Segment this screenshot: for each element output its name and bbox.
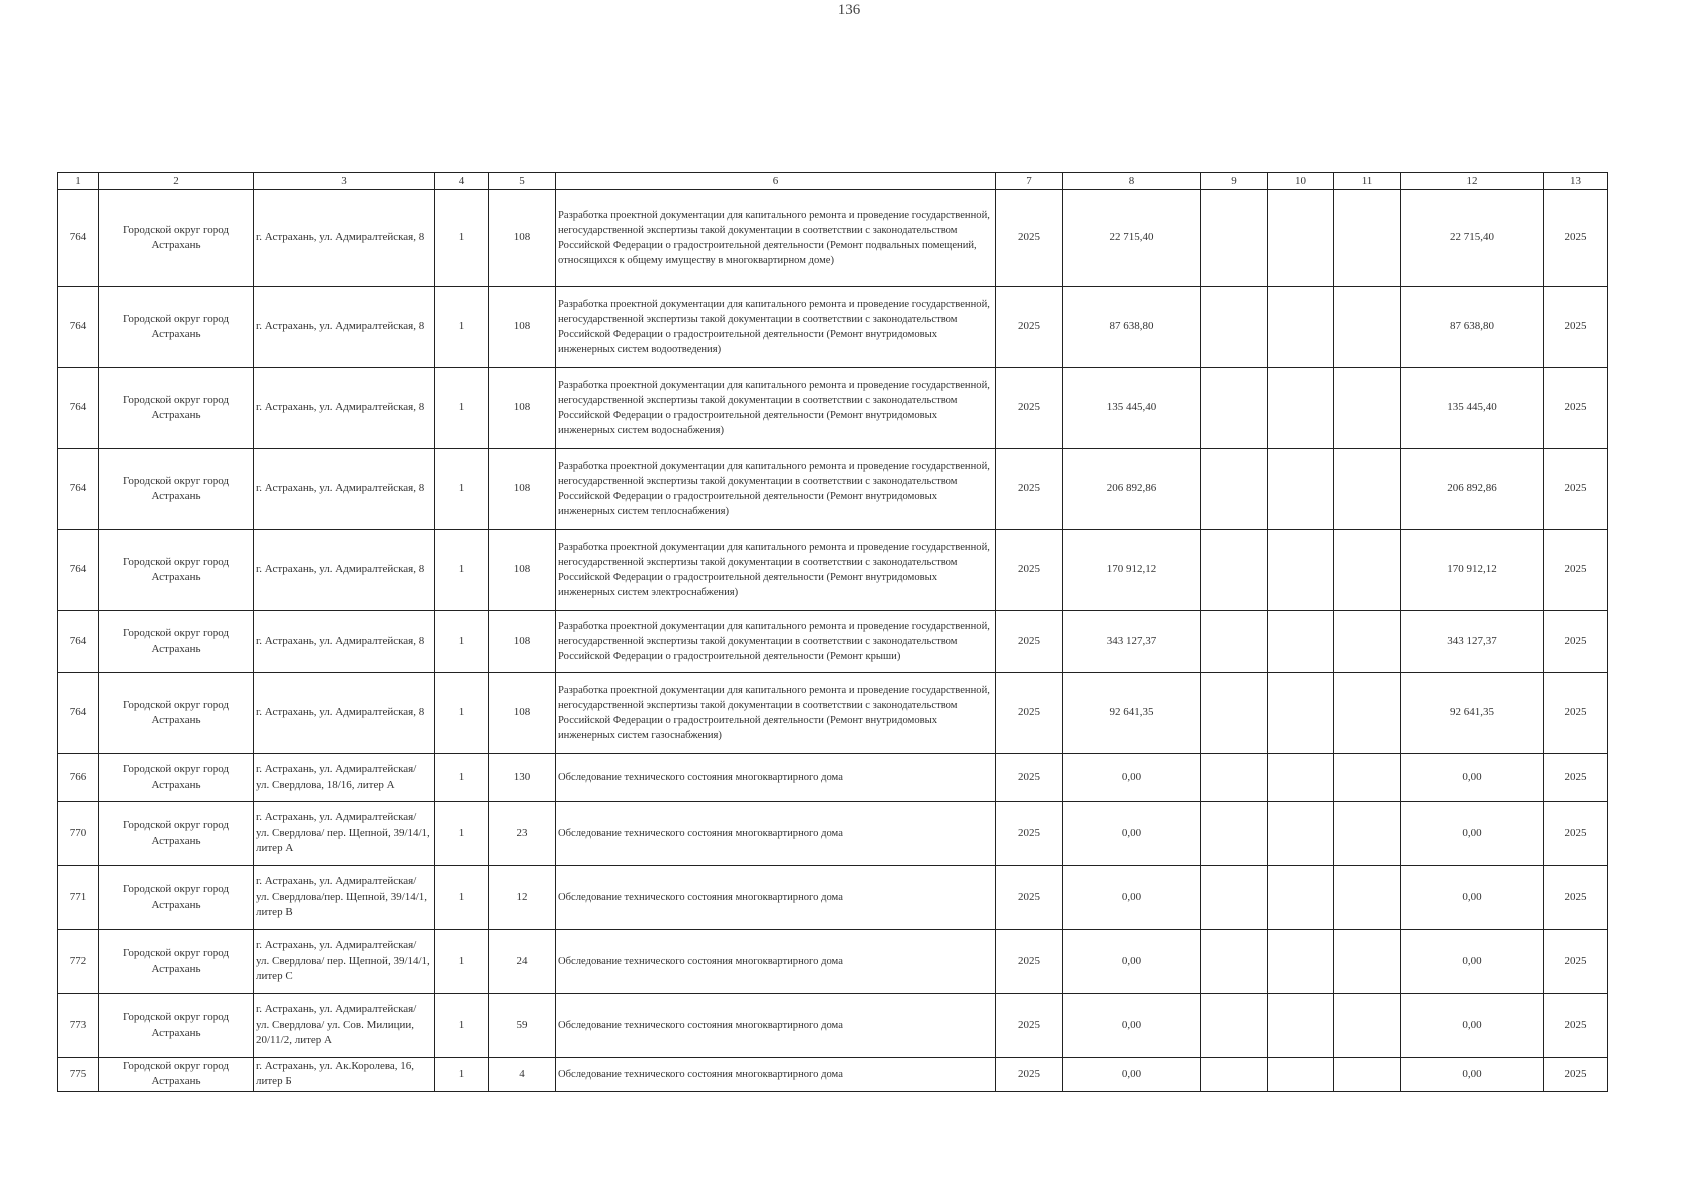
- col9-cell: [1201, 930, 1268, 994]
- col4-cell: 1: [435, 866, 489, 930]
- table-row: [58, 994, 1608, 1058]
- col9-cell: [1201, 866, 1268, 930]
- col10-cell: [1268, 866, 1334, 930]
- row-number-cell: 766: [58, 754, 99, 802]
- col11-cell: [1334, 866, 1401, 930]
- header-cell: 10: [1268, 173, 1334, 190]
- work-type-cell: Обследование технического состояния многоквартирного дома: [556, 930, 996, 994]
- col11-cell: [1334, 1058, 1401, 1092]
- col5-cell: 108: [489, 368, 556, 449]
- table-row: [58, 287, 1608, 368]
- col11-cell: [1334, 994, 1401, 1058]
- col11-cell: [1334, 287, 1401, 368]
- col11-cell: [1334, 673, 1401, 754]
- work-type-cell: Разработка проектной документации для капитального ремонта и проведение государственной, негосударственной экспертизы такой документации в соответствии с законодательством Российской Федерации о градостроительной деятельности (Ремонт внутридомовых инженерных систем газоснабжения): [556, 673, 996, 754]
- col4-cell: 1: [435, 673, 489, 754]
- col5-cell: 12: [489, 866, 556, 930]
- col9-cell: [1201, 673, 1268, 754]
- table-row: [58, 802, 1608, 866]
- year-end-cell: 2025: [1544, 930, 1608, 994]
- header-cell: 8: [1063, 173, 1201, 190]
- address-cell: г. Астрахань, ул. Адмиралтейская/ ул. Свердлова/ ул. Сов. Милиции, 20/11/2, литер А: [254, 994, 435, 1058]
- year-cell: 2025: [996, 530, 1063, 611]
- address-cell: г. Астрахань, ул. Адмиралтейская/ ул. Свердлова/пер. Щепной, 39/14/1, литер В: [254, 866, 435, 930]
- col5-cell: 24: [489, 930, 556, 994]
- col4-cell: 1: [435, 802, 489, 866]
- work-type-cell: Обследование технического состояния многоквартирного дома: [556, 1058, 996, 1092]
- year-cell: 2025: [996, 287, 1063, 368]
- col10-cell: [1268, 530, 1334, 611]
- col5-cell: 108: [489, 530, 556, 611]
- col4-cell: 1: [435, 1058, 489, 1092]
- work-type-cell: Обследование технического состояния многоквартирного дома: [556, 802, 996, 866]
- cost-cell: 170 912,12: [1063, 530, 1201, 611]
- cost-cell: 22 715,40: [1063, 190, 1201, 287]
- col4-cell: 1: [435, 287, 489, 368]
- table-row: [58, 930, 1608, 994]
- work-type-cell: Обследование технического состояния многоквартирного дома: [556, 866, 996, 930]
- total-cell: 135 445,40: [1401, 368, 1544, 449]
- col9-cell: [1201, 611, 1268, 673]
- col9-cell: [1201, 190, 1268, 287]
- col9-cell: [1201, 994, 1268, 1058]
- year-cell: 2025: [996, 866, 1063, 930]
- year-cell: 2025: [996, 673, 1063, 754]
- municipality-cell: Городской округ город Астрахань: [99, 1058, 254, 1092]
- cost-cell: 0,00: [1063, 1058, 1201, 1092]
- row-number-cell: 773: [58, 994, 99, 1058]
- address-cell: г. Астрахань, ул. Адмиралтейская, 8: [254, 449, 435, 530]
- municipality-cell: Городской округ город Астрахань: [99, 611, 254, 673]
- work-type-cell: Разработка проектной документации для капитального ремонта и проведение государственной, негосударственной экспертизы такой документации в соответствии с законодательством Российской Федерации о градостроительной деятельности (Ремонт подвальных помещений, относящихся к общему имуществу в многоквартирном доме): [556, 190, 996, 287]
- col10-cell: [1268, 930, 1334, 994]
- address-cell: г. Астрахань, ул. Адмиралтейская, 8: [254, 530, 435, 611]
- col9-cell: [1201, 1058, 1268, 1092]
- cost-cell: 135 445,40: [1063, 368, 1201, 449]
- header-cell: 12: [1401, 173, 1544, 190]
- table-row: [58, 866, 1608, 930]
- col9-cell: [1201, 368, 1268, 449]
- col5-cell: 108: [489, 611, 556, 673]
- table-body: [58, 190, 1608, 1092]
- col4-cell: 1: [435, 368, 489, 449]
- table-row: [58, 611, 1608, 673]
- col4-cell: 1: [435, 754, 489, 802]
- total-cell: 0,00: [1401, 994, 1544, 1058]
- address-cell: г. Астрахань, ул. Адмиралтейская, 8: [254, 673, 435, 754]
- address-cell: г. Астрахань, ул. Адмиралтейская/ ул. Свердлова/ пер. Щепной, 39/14/1, литер А: [254, 802, 435, 866]
- cost-cell: 87 638,80: [1063, 287, 1201, 368]
- municipality-cell: Городской округ город Астрахань: [99, 449, 254, 530]
- col9-cell: [1201, 754, 1268, 802]
- year-end-cell: 2025: [1544, 866, 1608, 930]
- total-cell: 206 892,86: [1401, 449, 1544, 530]
- col5-cell: 23: [489, 802, 556, 866]
- total-cell: 0,00: [1401, 1058, 1544, 1092]
- total-cell: 0,00: [1401, 930, 1544, 994]
- municipality-cell: Городской округ город Астрахань: [99, 530, 254, 611]
- header-cell: 13: [1544, 173, 1608, 190]
- page-number: 136: [837, 2, 861, 18]
- col11-cell: [1334, 449, 1401, 530]
- col5-cell: 4: [489, 1058, 556, 1092]
- total-cell: 343 127,37: [1401, 611, 1544, 673]
- municipality-cell: Городской округ город Астрахань: [99, 673, 254, 754]
- col11-cell: [1334, 368, 1401, 449]
- table-row: [58, 530, 1608, 611]
- col11-cell: [1334, 190, 1401, 287]
- row-number-cell: 764: [58, 449, 99, 530]
- address-cell: г. Астрахань, ул. Адмиралтейская/ ул. Свердлова, 18/16, литер А: [254, 754, 435, 802]
- row-number-cell: 764: [58, 368, 99, 449]
- col11-cell: [1334, 754, 1401, 802]
- total-cell: 22 715,40: [1401, 190, 1544, 287]
- year-cell: 2025: [996, 449, 1063, 530]
- col11-cell: [1334, 802, 1401, 866]
- header-cell: 2: [99, 173, 254, 190]
- col10-cell: [1268, 994, 1334, 1058]
- cost-cell: 0,00: [1063, 930, 1201, 994]
- col4-cell: 1: [435, 611, 489, 673]
- total-cell: 0,00: [1401, 866, 1544, 930]
- row-number-cell: 770: [58, 802, 99, 866]
- year-end-cell: 2025: [1544, 368, 1608, 449]
- work-type-cell: Обследование технического состояния многоквартирного дома: [556, 754, 996, 802]
- total-cell: 170 912,12: [1401, 530, 1544, 611]
- row-number-cell: 772: [58, 930, 99, 994]
- col10-cell: [1268, 673, 1334, 754]
- cost-cell: 0,00: [1063, 802, 1201, 866]
- header-cell: 11: [1334, 173, 1401, 190]
- header-cell: 1: [58, 173, 99, 190]
- row-number-cell: 764: [58, 673, 99, 754]
- year-end-cell: 2025: [1544, 802, 1608, 866]
- col5-cell: 108: [489, 287, 556, 368]
- address-cell: г. Астрахань, ул. Адмиралтейская, 8: [254, 287, 435, 368]
- year-end-cell: 2025: [1544, 673, 1608, 754]
- header-cell: 3: [254, 173, 435, 190]
- year-end-cell: 2025: [1544, 1058, 1608, 1092]
- municipality-cell: Городской округ город Астрахань: [99, 368, 254, 449]
- col10-cell: [1268, 611, 1334, 673]
- work-type-cell: Обследование технического состояния многоквартирного дома: [556, 994, 996, 1058]
- address-cell: г. Астрахань, ул. Адмиралтейская, 8: [254, 368, 435, 449]
- header-cell: 9: [1201, 173, 1268, 190]
- year-end-cell: 2025: [1544, 754, 1608, 802]
- cost-cell: 206 892,86: [1063, 449, 1201, 530]
- cost-cell: 343 127,37: [1063, 611, 1201, 673]
- table-row: [58, 449, 1608, 530]
- row-number-cell: 775: [58, 1058, 99, 1092]
- col10-cell: [1268, 287, 1334, 368]
- col9-cell: [1201, 802, 1268, 866]
- table-row: [58, 1058, 1608, 1092]
- cost-cell: 0,00: [1063, 994, 1201, 1058]
- col11-cell: [1334, 530, 1401, 611]
- total-cell: 87 638,80: [1401, 287, 1544, 368]
- work-type-cell: Разработка проектной документации для капитального ремонта и проведение государственной, негосударственной экспертизы такой документации в соответствии с законодательством Российской Федерации о градостроительной деятельности (Ремонт крыши): [556, 611, 996, 673]
- address-cell: г. Астрахань, ул. Адмиралтейская, 8: [254, 611, 435, 673]
- col4-cell: 1: [435, 930, 489, 994]
- col10-cell: [1268, 1058, 1334, 1092]
- col5-cell: 108: [489, 673, 556, 754]
- col10-cell: [1268, 190, 1334, 287]
- col5-cell: 108: [489, 190, 556, 287]
- col5-cell: 108: [489, 449, 556, 530]
- year-cell: 2025: [996, 368, 1063, 449]
- year-end-cell: 2025: [1544, 287, 1608, 368]
- year-end-cell: 2025: [1544, 449, 1608, 530]
- municipality-cell: Городской округ город Астрахань: [99, 190, 254, 287]
- row-number-cell: 764: [58, 287, 99, 368]
- work-type-cell: Разработка проектной документации для капитального ремонта и проведение государственной, негосударственной экспертизы такой документации в соответствии с законодательством Российской Федерации о градостроительной деятельности (Ремонт внутридомовых инженерных систем электроснабжения): [556, 530, 996, 611]
- col11-cell: [1334, 930, 1401, 994]
- program-table: [57, 172, 1608, 1092]
- cost-cell: 0,00: [1063, 866, 1201, 930]
- col4-cell: 1: [435, 449, 489, 530]
- municipality-cell: Городской округ город Астрахань: [99, 866, 254, 930]
- municipality-cell: Городской округ город Астрахань: [99, 994, 254, 1058]
- municipality-cell: Городской округ город Астрахань: [99, 930, 254, 994]
- total-cell: 92 641,35: [1401, 673, 1544, 754]
- address-cell: г. Астрахань, ул. Адмиралтейская, 8: [254, 190, 435, 287]
- table-row: [58, 673, 1608, 754]
- row-number-cell: 771: [58, 866, 99, 930]
- work-type-cell: Разработка проектной документации для капитального ремонта и проведение государственной, негосударственной экспертизы такой документации в соответствии с законодательством Российской Федерации о градостроительной деятельности (Ремонт внутридомовых инженерных систем водоснабжения): [556, 368, 996, 449]
- year-cell: 2025: [996, 611, 1063, 673]
- year-end-cell: 2025: [1544, 611, 1608, 673]
- year-cell: 2025: [996, 190, 1063, 287]
- year-cell: 2025: [996, 994, 1063, 1058]
- year-cell: 2025: [996, 930, 1063, 994]
- row-number-cell: 764: [58, 190, 99, 287]
- year-cell: 2025: [996, 754, 1063, 802]
- work-type-cell: Разработка проектной документации для капитального ремонта и проведение государственной, негосударственной экспертизы такой документации в соответствии с законодательством Российской Федерации о градостроительной деятельности (Ремонт внутридомовых инженерных систем теплоснабжения): [556, 449, 996, 530]
- col10-cell: [1268, 449, 1334, 530]
- col5-cell: 59: [489, 994, 556, 1058]
- address-cell: г. Астрахань, ул. Адмиралтейская/ ул. Свердлова/ пер. Щепной, 39/14/1, литер С: [254, 930, 435, 994]
- table-row: [58, 754, 1608, 802]
- table-row: [58, 368, 1608, 449]
- row-number-cell: 764: [58, 611, 99, 673]
- year-end-cell: 2025: [1544, 994, 1608, 1058]
- header-cell: 6: [556, 173, 996, 190]
- header-row: [58, 173, 1608, 190]
- col4-cell: 1: [435, 530, 489, 611]
- row-number-cell: 764: [58, 530, 99, 611]
- col9-cell: [1201, 530, 1268, 611]
- year-cell: 2025: [996, 802, 1063, 866]
- municipality-cell: Городской округ город Астрахань: [99, 802, 254, 866]
- work-type-cell: Разработка проектной документации для капитального ремонта и проведение государственной, негосударственной экспертизы такой документации в соответствии с законодательством Российской Федерации о градостроительной деятельности (Ремонт внутридомовых инженерных систем водоотведения): [556, 287, 996, 368]
- col4-cell: 1: [435, 994, 489, 1058]
- year-cell: 2025: [996, 1058, 1063, 1092]
- total-cell: 0,00: [1401, 802, 1544, 866]
- col11-cell: [1334, 611, 1401, 673]
- col5-cell: 130: [489, 754, 556, 802]
- col9-cell: [1201, 449, 1268, 530]
- year-end-cell: 2025: [1544, 190, 1608, 287]
- col10-cell: [1268, 802, 1334, 866]
- municipality-cell: Городской округ город Астрахань: [99, 287, 254, 368]
- col9-cell: [1201, 287, 1268, 368]
- col10-cell: [1268, 368, 1334, 449]
- address-cell: г. Астрахань, ул. Ак.Королева, 16, литер Б: [254, 1058, 435, 1092]
- header-cell: 4: [435, 173, 489, 190]
- cost-cell: 92 641,35: [1063, 673, 1201, 754]
- col10-cell: [1268, 754, 1334, 802]
- year-end-cell: 2025: [1544, 530, 1608, 611]
- col4-cell: 1: [435, 190, 489, 287]
- municipality-cell: Городской округ город Астрахань: [99, 754, 254, 802]
- header-cell: 5: [489, 173, 556, 190]
- total-cell: 0,00: [1401, 754, 1544, 802]
- header-cell: 7: [996, 173, 1063, 190]
- table-row: [58, 190, 1608, 287]
- cost-cell: 0,00: [1063, 754, 1201, 802]
